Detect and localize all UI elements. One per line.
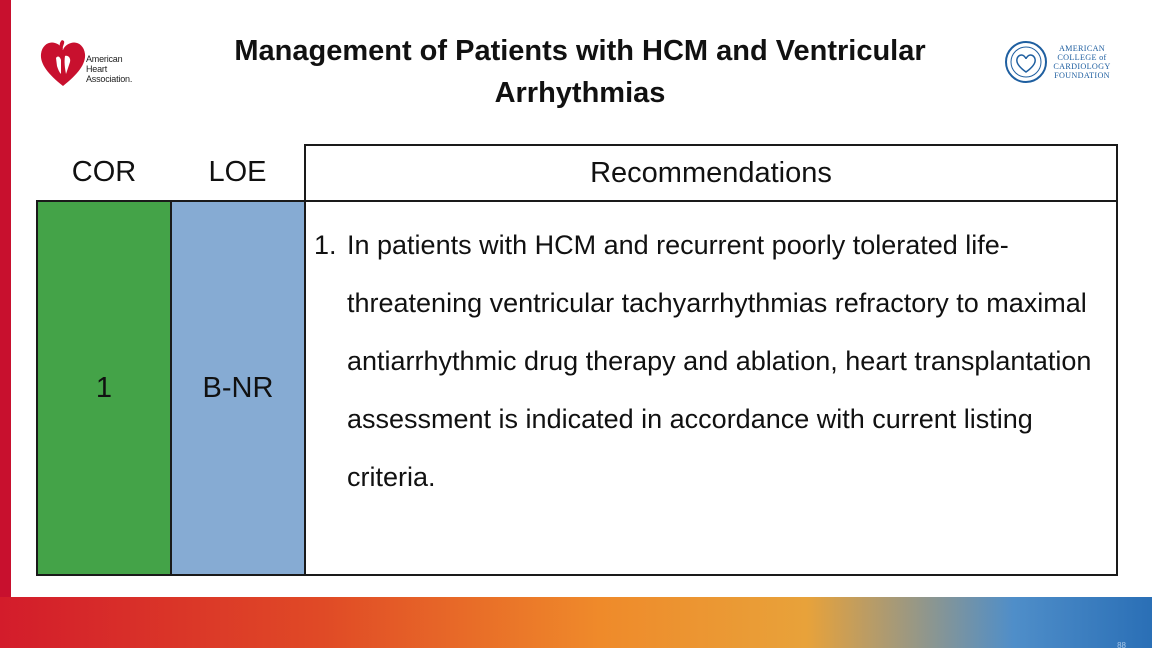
recommendation-table xyxy=(36,144,1118,576)
acc-logo xyxy=(1004,40,1116,84)
acc-seal-icon xyxy=(1004,40,1048,84)
recommendation-cell xyxy=(305,201,1117,575)
table-row xyxy=(37,201,1117,575)
column-header-loe: LOE xyxy=(171,145,305,201)
aha-logo xyxy=(38,32,148,92)
page-number: 88 xyxy=(1117,641,1126,650)
recommendation-text: In patients with HCM and recurrent poorly tolerated life-threatening ventricular tachyarrhythmias refractory to maximal antiarrhythmic drug therapy and ablation, heart transplantation assessment is indicated in accordance with current listing criteria. xyxy=(347,230,1092,492)
loe-cell: B-NR xyxy=(171,201,305,575)
footer-gradient-band xyxy=(0,597,1152,648)
column-header-cor: COR xyxy=(37,145,171,201)
cor-cell: 1 xyxy=(37,201,171,575)
aha-heart-torch-icon xyxy=(38,36,88,88)
left-accent-bar xyxy=(0,0,11,600)
recommendation-number: 1. xyxy=(314,230,337,260)
page-title: Management of Patients with HCM and Ventricular Arrhythmias xyxy=(234,35,926,109)
acc-wordmark: AMERICAN COLLEGE of CARDIOLOGY FOUNDATION xyxy=(1053,44,1111,80)
aha-wordmark: American Heart Association. xyxy=(86,54,133,84)
table-header-row xyxy=(37,145,1117,201)
column-header-recommendations: Recommendations xyxy=(305,145,1117,201)
